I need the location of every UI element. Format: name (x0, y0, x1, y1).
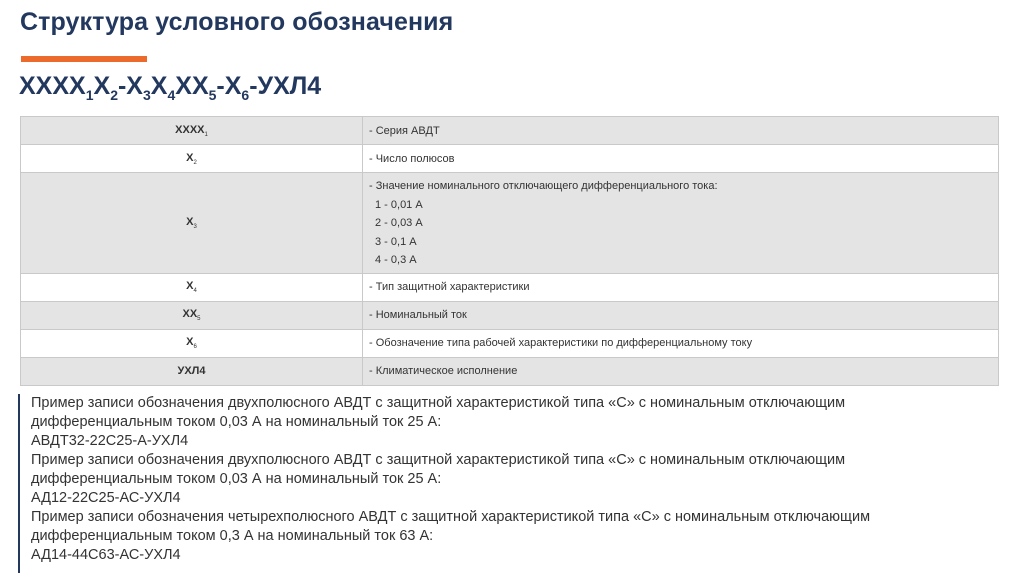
code-text: X (186, 151, 194, 164)
designation-formula (19, 72, 321, 103)
code-cell (21, 173, 363, 274)
table-row (21, 357, 999, 385)
description-cell: - Число полюсов (363, 145, 999, 173)
designation-table (20, 116, 999, 386)
example-text: Пример записи обозначения четырехполюсного АВДТ с защитной характеристикой типа «С» с номинальным отключающим дифференциальным током 0,3 А на номинальный ток 63 А: (31, 509, 871, 544)
code-text: X (186, 215, 194, 228)
example-code: АД12-22С25-АС-УХЛ4 (31, 490, 181, 506)
formula-index: 4 (167, 87, 176, 103)
code-text: XXXX (175, 123, 205, 136)
code-cell (21, 357, 363, 385)
formula-index: 1 (85, 87, 94, 103)
formula-index: 3 (142, 87, 151, 103)
title-accent-bar (21, 56, 147, 62)
description-cell: - Тип защитной характеристики (363, 273, 999, 301)
formula-index: 6 (241, 87, 250, 103)
code-text: XX (182, 308, 198, 320)
table-row (21, 173, 999, 274)
formula-part: XXXX (19, 72, 86, 100)
example-text: Пример записи обозначения двухполюсного АВДТ с защитной характеристикой типа «С» с номинальным отключающим дифференциальным током 0,03 А на номинальный ток 25 А: (31, 395, 846, 430)
formula-part: -УХЛ4 (249, 72, 322, 100)
table-row (21, 301, 999, 329)
code-index: 2 (193, 159, 197, 166)
option-item: 1 - 0,01 А (375, 198, 423, 211)
description-cell: - Обозначение типа рабочей характеристики по дифференциальному току (363, 329, 999, 357)
code-index: 4 (193, 288, 197, 294)
page-title: Структура условного обозначения (20, 8, 454, 36)
formula-index: 5 (208, 87, 217, 103)
code-cell (21, 117, 363, 145)
code-index: 5 (197, 316, 201, 322)
description-cell: - Номинальный ток (363, 301, 999, 329)
code-cell (21, 329, 363, 357)
formula-part: -X (117, 72, 143, 100)
code-cell (21, 145, 363, 173)
table-row (21, 117, 999, 145)
option-item: 4 - 0,3 А (375, 254, 417, 266)
formula-part: X (93, 72, 111, 100)
table-row (21, 273, 999, 301)
description-text: - Значение номинального отключающего дифференциального тока: (369, 180, 718, 192)
examples-block (18, 394, 918, 573)
code-cell (21, 273, 363, 301)
example-code: АВДТ32-22С25-А-УХЛ4 (31, 433, 189, 449)
formula-part: -X (216, 72, 242, 100)
example-text: Пример записи обозначения двухполюсного АВДТ с защитной характеристикой типа «С» с номинальным отключающим дифференциальным током 0,03 А на номинальный ток 25 А: (31, 452, 846, 487)
code-text: X (186, 336, 194, 348)
description-cell (363, 173, 999, 274)
code-index: 6 (193, 344, 197, 350)
example-code: АД14-44С63-АС-УХЛ4 (31, 547, 181, 563)
option-item: 2 - 0,03 А (375, 217, 423, 229)
table-row (21, 145, 999, 173)
formula-part: XX (175, 72, 209, 100)
code-index: 3 (193, 223, 197, 230)
formula-index: 2 (110, 87, 118, 103)
description-cell: - Климатическое исполнение (363, 357, 999, 385)
table-row (21, 329, 999, 357)
code-text: X (186, 280, 194, 292)
description-cell: - Серия АВДТ (363, 117, 999, 145)
code-text: УХЛ4 (177, 365, 206, 377)
code-cell (21, 301, 363, 329)
formula-part: X (150, 72, 168, 100)
code-index: 1 (204, 131, 208, 138)
option-item: 3 - 0,1 А (375, 235, 417, 248)
